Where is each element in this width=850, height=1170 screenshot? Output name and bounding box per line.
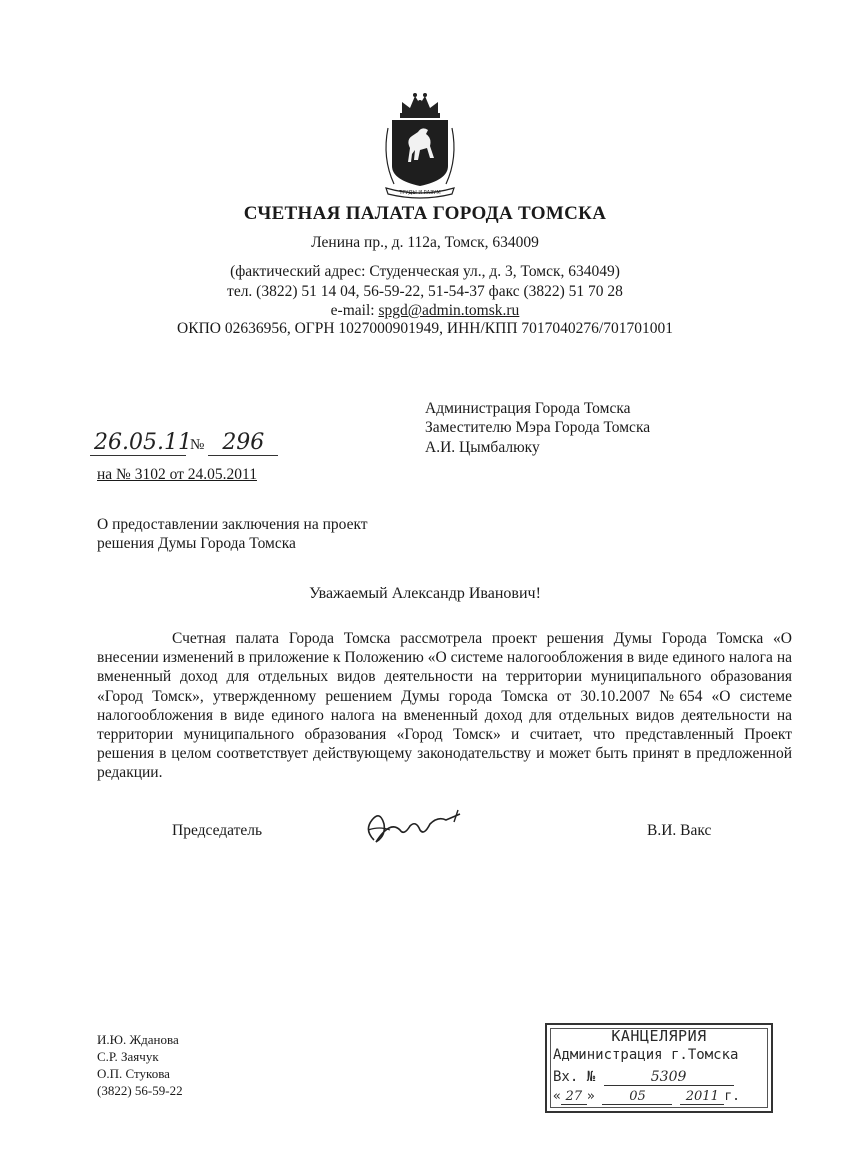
signatory-name: В.И. Вакс: [647, 822, 712, 839]
stamp-year: 2011: [680, 1089, 724, 1105]
org-address: Ленина пр., д. 112а, Томск, 634009: [311, 234, 539, 251]
signature-icon: [360, 800, 470, 850]
executor-phone: (3822) 56-59-22: [97, 1083, 183, 1098]
email-label: e-mail:: [330, 302, 379, 319]
outgoing-number-block: [90, 430, 278, 456]
subject-line-1: О предоставлении заключения на проект: [97, 516, 368, 533]
crest-motto: ТРУДЫ И РАЗУМ: [399, 190, 441, 196]
stamp-day: 27: [561, 1089, 587, 1105]
recipient-line-3: А.И. Цымбалюку: [425, 439, 540, 456]
stamp-date-row: « 27 » 05 2011 г.: [553, 1089, 740, 1104]
letter-body: [97, 629, 792, 783]
stamp-in-number: 5309: [604, 1069, 734, 1086]
salutation: Уважаемый Александр Иванович!: [309, 585, 541, 602]
executor-2: С.Р. Заячук: [97, 1049, 159, 1064]
recipient-line-1: Администрация Города Томска: [425, 400, 631, 417]
stamp-in-label: Вх. №: [553, 1069, 596, 1085]
outgoing-date: 26.05.11: [90, 430, 186, 456]
signatory-position: Председатель: [172, 822, 263, 839]
reference-number: на № 3102 от 24.05.2011: [97, 466, 257, 483]
org-name: СЧЕТНАЯ ПАЛАТА ГОРОДА ТОМСКА: [243, 203, 607, 224]
executor-3: О.П. Стукова: [97, 1066, 170, 1081]
org-actual-address: (фактический адрес: Студенческая ул., д. 3, Томск, 634049): [230, 263, 620, 280]
email-link[interactable]: spgd@admin.tomsk.ru: [378, 302, 520, 319]
coat-of-arms-icon: [380, 88, 460, 200]
subject-line-2: решения Думы Города Томска: [97, 535, 296, 552]
org-phones: тел. (3822) 51 14 04, 56-59-22, 51-54-37 факс (3822) 51 70 28: [227, 283, 623, 300]
stamp-title: КАНЦЕЛЯРИЯ: [611, 1027, 707, 1045]
stamp-month: 05: [602, 1089, 672, 1105]
stamp-year-suffix: г.: [724, 1089, 740, 1104]
number-label: №: [190, 437, 205, 453]
org-codes: ОКПО 02636956, ОГРН 1027000901949, ИНН/КПП 7017040276/701701001: [177, 320, 673, 337]
org-email-line: [0, 301, 850, 321]
body-text: Счетная палата Города Томска рассмотрела проект решения Думы Города Томска «О внесении изменений в приложение к Положению «О системе налогообложения в виде единого налога на вмененный доход для отдельных видов деятельности на территории муниципального образования «Город Томск», утвержденному решением Думы города Томска от 30.10.2007 №654 «О системе налогообложения в виде единого налога на вмененный доход для отдельных видов деятельности на территории муниципального образования «Город Томск» и считает, что представленный Проект решения в целом соответствует действующему законодательству и может быть принят в предложенной редакции.: [97, 630, 792, 782]
registration-stamp: [545, 1023, 773, 1113]
recipient-line-2: Заместителю Мэра Города Томска: [425, 419, 651, 436]
outgoing-number: 296: [208, 430, 278, 456]
stamp-in-row: [553, 1069, 734, 1086]
stamp-org: Администрация г.Томска: [553, 1047, 739, 1063]
executor-1: И.Ю. Жданова: [97, 1032, 179, 1047]
